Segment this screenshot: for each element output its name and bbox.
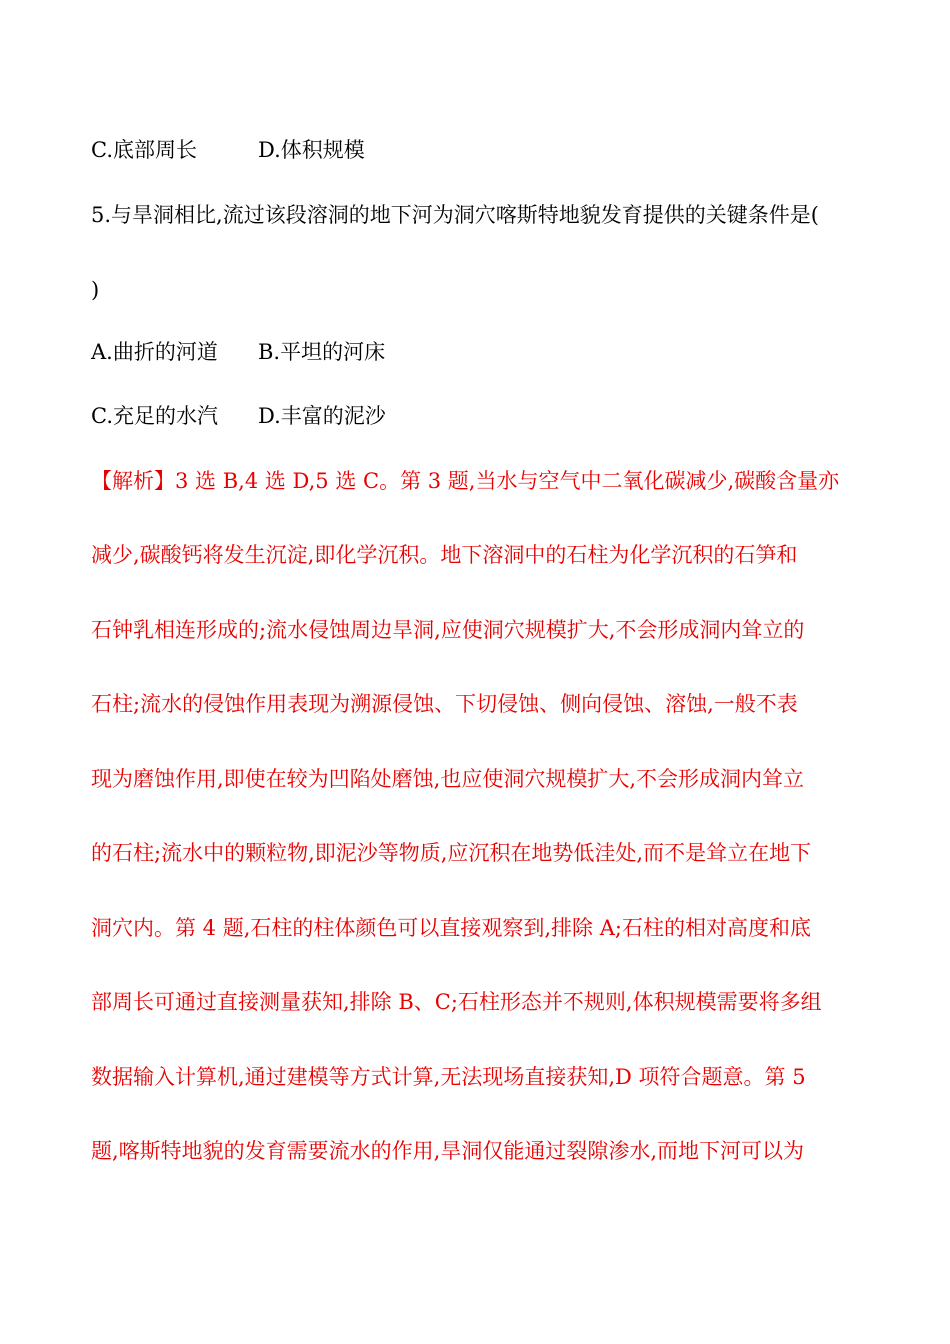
q5-options-row-ab (91, 338, 385, 366)
q4-option-d: D.体积规模 (258, 138, 365, 162)
q5-stem-line-1: 5.与旱洞相比,流过该段溶洞的地下河为洞穴喀斯特地貌发育提供的关键条件是( (91, 203, 819, 227)
analysis-line-6: 的石柱;流水中的颗粒物,即泥沙等物质,应沉积在地势低洼处,而不是耸立在地下 (91, 841, 812, 865)
analysis-line-5: 现为磨蚀作用,即使在较为凹陷处磨蚀,也应使洞穴规模扩大,不会形成洞内耸立 (91, 767, 805, 791)
q5-option-c: C.充足的水汽 (91, 404, 218, 428)
analysis-line-7: 洞穴内。第 4 题,石柱的柱体颜色可以直接观察到,排除 A;石柱的相对高度和底 (91, 916, 811, 940)
analysis-line-4: 石柱;流水的侵蚀作用表现为溯源侵蚀、下切侵蚀、侧向侵蚀、溶蚀,一般不表 (91, 692, 798, 716)
analysis-line-1: 【解析】3 选 B,4 选 D,5 选 C。第 3 题,当水与空气中二氧化碳减少,碳酸含量亦 (91, 469, 840, 493)
analysis-line-2: 减少,碳酸钙将发生沉淀,即化学沉积。地下溶洞中的石柱为化学沉积的石笋和 (91, 543, 798, 567)
q5-option-b: B.平坦的河床 (258, 340, 386, 364)
analysis-line-9: 数据输入计算机,通过建模等方式计算,无法现场直接获知,D 项符合题意。第 5 (91, 1065, 806, 1089)
q5-options-row-cd (91, 402, 386, 430)
analysis-line-8: 部周长可通过直接测量获知,排除 B、C;石柱形态并不规则,体积规模需要将多组 (91, 990, 822, 1014)
q5-option-a: A.曲折的河道 (91, 340, 218, 364)
q4-options-row-cd (91, 136, 365, 164)
analysis-line-10: 题,喀斯特地貌的发育需要流水的作用,旱洞仅能通过裂隙渗水,而地下河可以为 (91, 1139, 805, 1163)
q5-stem-line-2: ) (91, 278, 100, 302)
q4-option-c: C.底部周长 (91, 138, 197, 162)
q5-option-d: D.丰富的泥沙 (258, 404, 386, 428)
analysis-line-3: 石钟乳相连形成的;流水侵蚀周边旱洞,应使洞穴规模扩大,不会形成洞内耸立的 (91, 618, 805, 642)
